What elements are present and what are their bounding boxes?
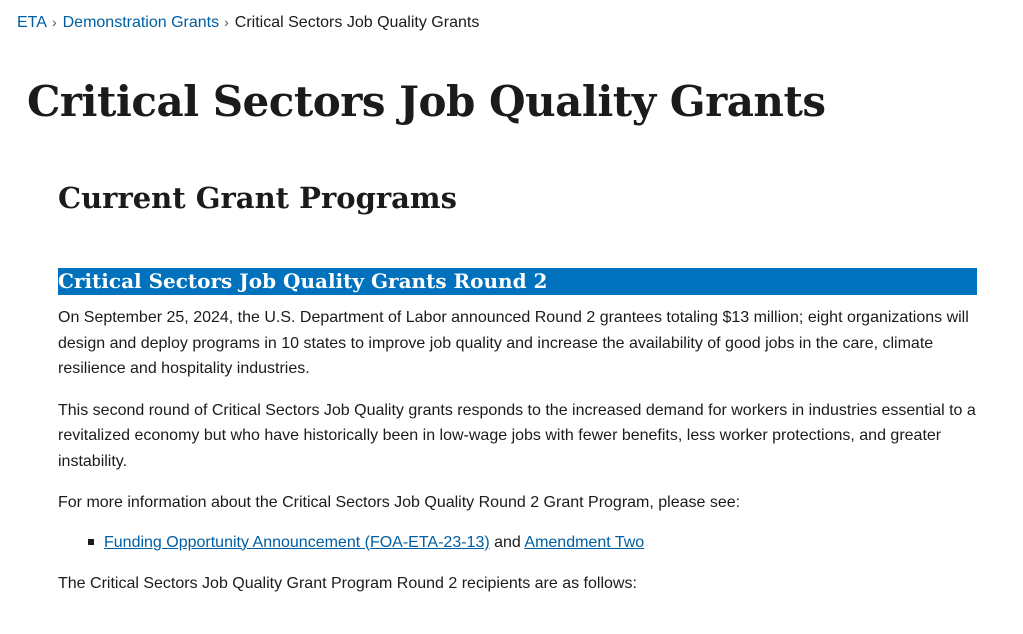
foa-link[interactable]: Funding Opportunity Announcement (FOA-ETA-23-13) xyxy=(104,533,490,551)
round2-heading: Critical Sectors Job Quality Grants Round 2 xyxy=(58,268,977,295)
page-title: Critical Sectors Job Quality Grants xyxy=(27,77,826,126)
breadcrumb-separator-icon: › xyxy=(51,14,57,30)
section-title: Current Grant Programs xyxy=(58,181,457,215)
breadcrumb xyxy=(17,11,479,34)
link-conjunction: and xyxy=(494,533,521,551)
breadcrumb-current: Critical Sectors Job Quality Grants xyxy=(234,14,480,31)
breadcrumb-link-eta[interactable]: ETA xyxy=(17,14,47,31)
list-item xyxy=(104,530,977,555)
amendment-two-link[interactable]: Amendment Two xyxy=(524,533,645,551)
breadcrumb-separator-icon: › xyxy=(224,14,229,30)
round2-paragraph-description: This second round of Critical Sectors Job Quality grants responds to the increased demand for workers in industries essential to a revitalized economy but who have historically been in low-wage jobs with fewer benefits, less worker protections, and greater instability. xyxy=(58,401,976,470)
breadcrumb-link-demonstration-grants[interactable]: Demonstration Grants xyxy=(62,14,220,31)
square-bullet-icon xyxy=(88,539,94,545)
round2-paragraph-more-info: For more information about the Critical Sectors Job Quality Round 2 Grant Program, please see: xyxy=(58,494,741,511)
round2-paragraph-announcement: On September 25, 2024, the U.S. Department of Labor announced Round 2 grantees totaling $13 million; eight organizations will design and deploy programs in 10 states to improve job quality and increase the availability of good jobs in the care, climate resilience and hospitality industries. xyxy=(58,309,969,377)
main-content xyxy=(58,178,977,596)
resource-links-list xyxy=(58,530,977,555)
round2-paragraph-recipients: The Critical Sectors Job Quality Grant Program Round 2 recipients are as follows: xyxy=(58,574,637,592)
